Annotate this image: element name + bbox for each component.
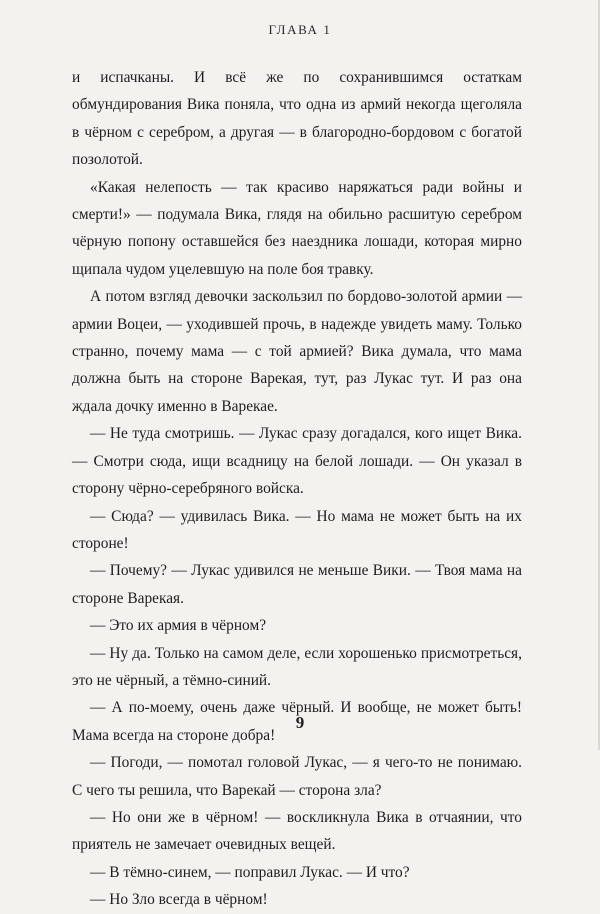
paragraph: и испачканы. И всё же по сохранившимся остаткам обмундирования Вика поняла, что одна из армий некогда щеголяла в чёрном с серебром, а другая — в благородно-бордовом с богатой позолотой. [72,69,522,169]
paragraph: — Почему? — Лукас удивился не меньше Вики. — Твоя мама на стороне Варекая. [72,562,522,607]
paragraph: — Погоди, — помотал головой Лукас, — я чего-то не понимаю. С чего ты решила, что Варекай — сторона зла? [72,754,522,799]
running-header: ГЛАВА 1 [268,22,332,37]
paragraph: — Но они же в чёрном! — воскликнула Вика в отчаянии, что приятель не замечает очевидных вещей. [72,808,522,854]
paragraph: — Это их армия в чёрном? [90,617,267,635]
paragraph: «Какая нелепость — так красиво наряжаться ради войны и смерти!» — подумала Вика, глядя на обильно расшитую серебром чёрную попону оставшейся без наездника лошади, которая мирно щипала чудом уцелевшую на поле боя травку. [72,178,522,278]
paragraph: А потом взгляд девочки заскользил по бордово-золотой армии — армии Воцеи, — уходившей прочь, в надежде увидеть маму. Только странно, почему мама — с той армией? Вика думала, что мама должна быть на стороне Варекая, тут, раз Лукас тут. И раз она ждала дочку именно в Варекае. [72,288,522,415]
page-number: 9 [295,713,305,732]
paragraph: — В тёмно-синем, — поправил Лукас. — И что? [90,863,410,881]
paragraph: — Не туда смотришь. — Лукас сразу догадался, кого ищет Вика. — Смотри сюда, ищи всадницу на белой лошади. — Он указал в сторону чёрно-серебряного войска. [72,425,522,498]
paragraph: — Сюда? — удивилась Вика. — Но мама не может быть на их стороне! [72,507,522,552]
paragraph: — А по-моему, очень даже чёрный. И вообще, не может быть! Мама всегда на стороне добра! [72,699,522,744]
paragraph: — Но Зло всегда в чёрном! [90,891,268,909]
paragraph: — Ну да. Только на самом деле, если хорошенько присмотреться, это не чёрный, а тёмно-синий. [72,644,522,689]
body-text [72,64,522,914]
